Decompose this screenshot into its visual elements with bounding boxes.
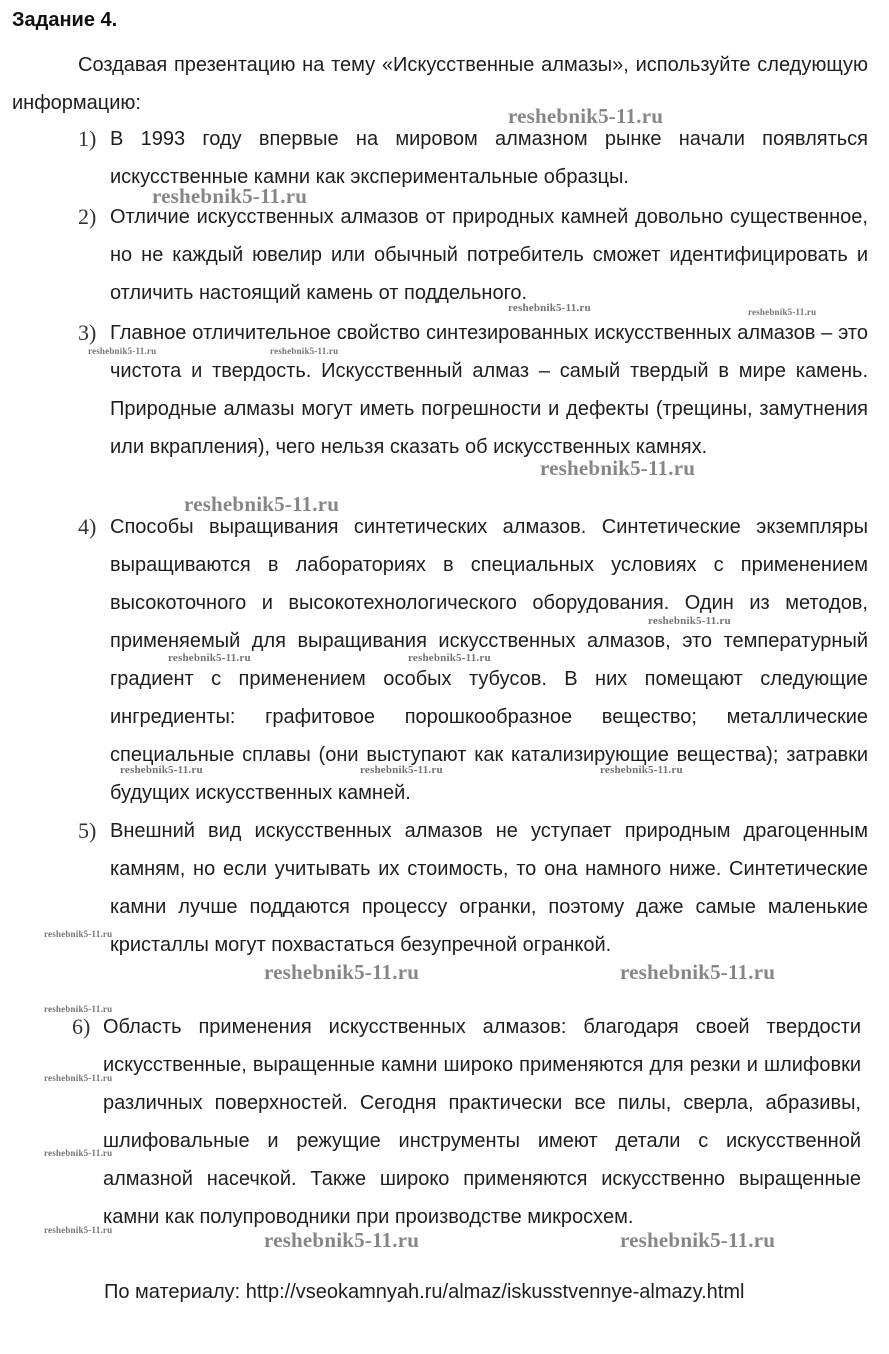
watermark: reshebnik5-11.ru bbox=[620, 960, 776, 984]
watermark: reshebnik5-11.ru bbox=[44, 1073, 113, 1083]
item-text: Главное отличительное свойство синтезированных искусственных алмазов – это чистота и твердость. Искусственный алмаз – самый твердый в мире камень. Природные алмазы могут иметь погрешности и дефекты (трещины, замутнения или вкрапления), чего нельзя сказать об искусственных камнях. bbox=[110, 322, 868, 458]
watermark: reshebnik5-11.ru bbox=[152, 184, 308, 208]
watermark: reshebnik5-11.ru bbox=[264, 1228, 420, 1252]
watermark: reshebnik5-11.ru bbox=[264, 960, 420, 984]
item-text: В 1993 году впервые на мировом алмазном рынке начали появляться искусственные камни как экспериментальные образцы. bbox=[110, 128, 868, 188]
watermark: reshebnik5-11.ru bbox=[44, 929, 113, 939]
item-number: 3) bbox=[78, 320, 97, 345]
watermark: reshebnik5-11.ru bbox=[120, 764, 203, 776]
task-title: Задание 4. bbox=[12, 9, 118, 31]
watermark: reshebnik5-11.ru bbox=[408, 652, 491, 664]
source-reference: По материалу: http://vseokamnyah.ru/almaz/iskusstvennye-almazy.html bbox=[104, 1281, 745, 1303]
watermark: reshebnik5-11.ru bbox=[620, 1228, 776, 1252]
list-item bbox=[72, 1008, 861, 1236]
list-item bbox=[78, 198, 868, 312]
watermark: reshebnik5-11.ru bbox=[184, 492, 340, 516]
watermark: reshebnik5-11.ru bbox=[168, 652, 251, 664]
watermark: reshebnik5-11.ru bbox=[600, 764, 683, 776]
item-text: Область применения искусственных алмазов: благодаря своей твердости искусственные, выращенные камни широко применяются для резки и шлифовки различных поверхностей. Сегодня практически все пилы, сверла, абразивы, шлифовальные и режущие инструменты имеют детали с искусственной алмазной насечкой. Также широко применяются искусственно выращенные камни как полупроводники при производстве микросхем. bbox=[103, 1016, 861, 1228]
watermark: reshebnik5-11.ru bbox=[648, 615, 731, 627]
list-item bbox=[78, 812, 868, 964]
watermark: reshebnik5-11.ru bbox=[88, 346, 157, 356]
watermark: reshebnik5-11.ru bbox=[540, 456, 696, 480]
watermark: reshebnik5-11.ru bbox=[44, 1148, 113, 1158]
watermark: reshebnik5-11.ru bbox=[508, 302, 591, 314]
item-text: Способы выращивания синтетических алмазов. Синтетические экземпляры выращиваются в лабораториях в специальных условиях с применением высокоточного и высокотехнологического оборудования. Один из методов, применяемый для выращивания искусственных алмазов, это температурный градиент с применением особых тубусов. В них помещают следующие ингредиенты: графитовое порошкообразное вещество; металлические специальные сплавы (они выступают как катализирующие вещества); затравки будущих искусственных камней. bbox=[110, 516, 868, 804]
watermark: reshebnik5-11.ru bbox=[44, 1225, 113, 1235]
watermark: reshebnik5-11.ru bbox=[360, 764, 443, 776]
item-number: 1) bbox=[78, 126, 97, 151]
item-number: 4) bbox=[78, 514, 97, 539]
item-text: Отличие искусственных алмазов от природных камней довольно существенное, но не каждый ювелир или обычный потребитель сможет идентифицировать и отличить настоящий камень от поддельного. bbox=[110, 206, 868, 304]
watermark: reshebnik5-11.ru bbox=[508, 104, 664, 128]
item-text: Внешний вид искусственных алмазов не уступает природным драгоценным камням, но если учитывать их стоимость, то она намного ниже. Синтетические камни лучше поддаются процессу огранки, поэтому даже самые маленькие кристаллы могут похвастаться безупречной огранкой. bbox=[110, 820, 868, 956]
watermark: reshebnik5-11.ru bbox=[270, 346, 339, 356]
list-item bbox=[78, 314, 868, 466]
watermark: reshebnik5-11.ru bbox=[44, 1004, 113, 1014]
watermark: reshebnik5-11.ru bbox=[748, 307, 817, 317]
item-number: 2) bbox=[78, 204, 97, 229]
intro-paragraph: Создавая презентацию на тему «Искусственные алмазы», используйте следующую информацию: bbox=[12, 54, 868, 114]
item-number: 5) bbox=[78, 818, 97, 843]
item-number: 6) bbox=[72, 1014, 91, 1039]
